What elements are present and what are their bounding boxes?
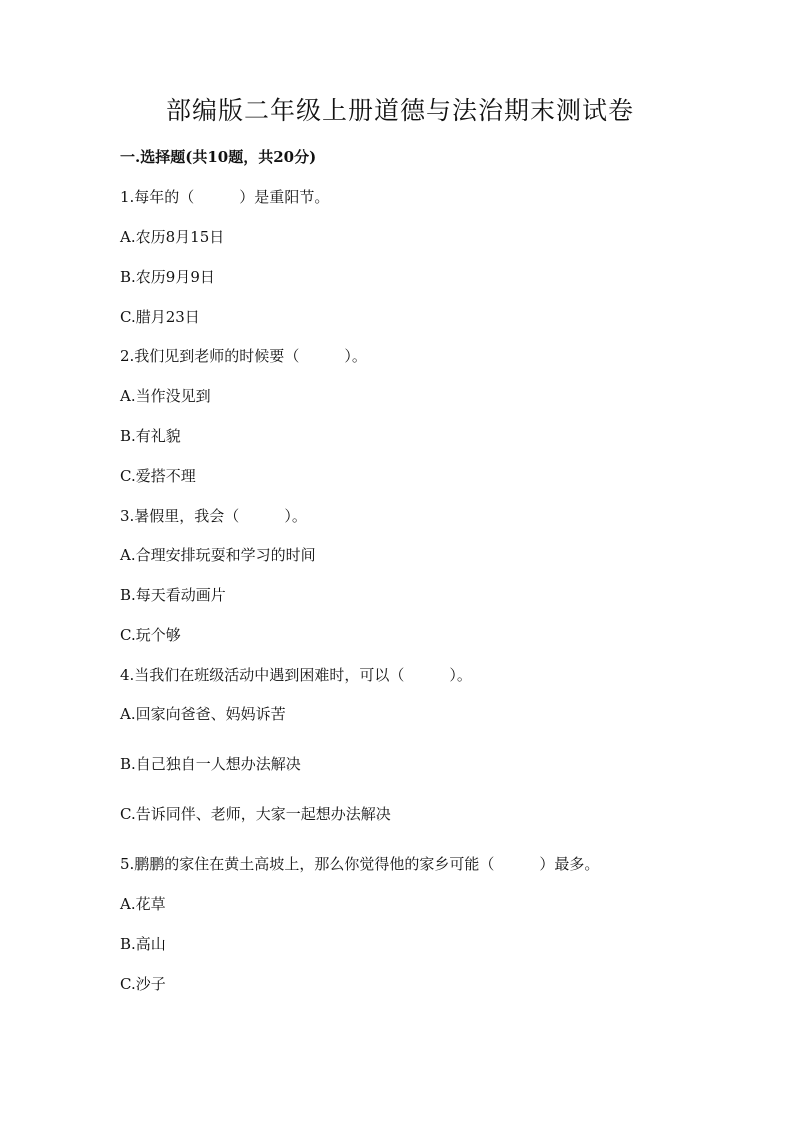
section-header: 一.选择题(共10题，共20分) [120,148,317,166]
question-5-option-a: A.花草 [120,895,166,913]
question-4-option-b: B.自己独自一人想办法解决 [120,755,301,773]
question-5-option-b: B.高山 [120,935,166,953]
question-2-option-c: C.爱搭不理 [120,467,196,485]
question-1-stem: 1.每年的（ ）是重阳节。 [120,188,330,206]
question-3-option-a: A.合理安排玩耍和学习的时间 [120,546,316,564]
question-1-option-a: A.农历8月15日 [120,228,225,246]
question-2-stem: 2.我们见到老师的时候要（ ）。 [120,347,367,365]
question-3-option-b: B.每天看动画片 [120,586,226,604]
question-3-stem: 3.暑假里，我会（ ）。 [120,507,307,525]
question-5-stem: 5.鹏鹏的家住在黄土高坡上，那么你觉得他的家乡可能（ ）最多。 [120,855,600,873]
question-1-option-c: C.腊月23日 [120,308,200,326]
question-5-option-c: C.沙子 [120,975,166,993]
page-title: 部编版二年级上册道德与法治期末测试卷 [165,96,634,125]
question-4-stem: 4.当我们在班级活动中遇到困难时，可以（ ）。 [120,666,472,684]
question-1-option-b: B.农历9月9日 [120,268,215,286]
question-4-option-a: A.回家向爸爸、妈妈诉苦 [120,705,286,723]
question-4-option-c: C.告诉同伴、老师，大家一起想办法解决 [120,805,391,823]
question-2-option-b: B.有礼貌 [120,427,181,445]
question-3-option-c: C.玩个够 [120,626,181,644]
question-2-option-a: A.当作没见到 [120,387,211,405]
